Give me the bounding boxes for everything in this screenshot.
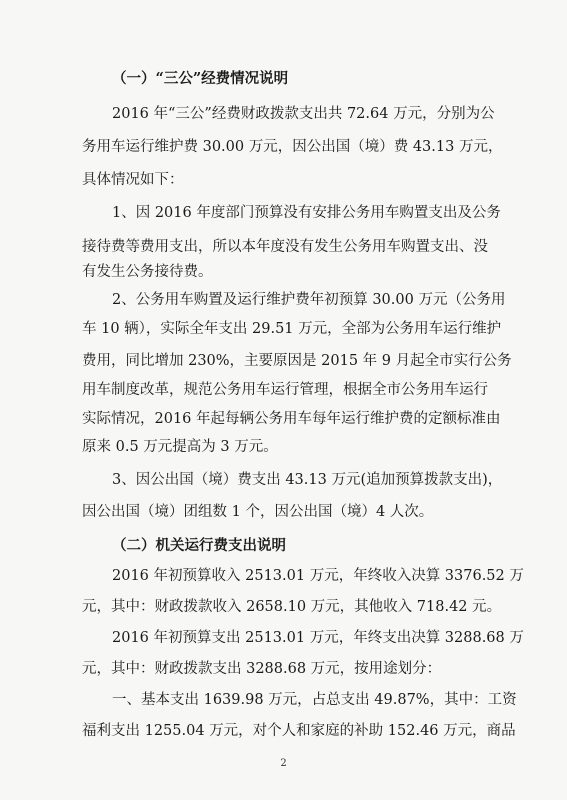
paragraph-line: 费用，同比增加 230%，主要原因是 2015 年 9 月起全市实行公务: [82, 353, 512, 369]
paragraph-line: 车 10 辆），实际全年支出 29.51 万元，全部为公务用车运行维护: [82, 321, 502, 337]
paragraph-line: 一、基本支出 1639.98 万元，占总支出 49.87%，其中：工资: [112, 692, 517, 708]
section-heading-operating-costs: （二）机关运行费支出说明: [112, 537, 286, 554]
paragraph-line: 1、因 2016 年度部门预算没有安排公务用车购置支出及公务: [112, 205, 501, 221]
paragraph-line: 元，其中：财政拨款收入 2658.10 万元，其他收入 718.42 元。: [82, 599, 502, 615]
paragraph-line: 3、因公出国（境）费支出 43.13 万元(追加预算拨款支出)，: [112, 472, 503, 488]
paragraph-line: 接待费等费用支出，所以本年度没有发生公务用车购置支出、没: [82, 239, 488, 255]
paragraph-line: 实际情况，2016 年起每辆公务用车每年运行维护费的定额标准由: [82, 411, 501, 427]
paragraph-line: 务用车运行维护费 30.00 万元，因公出国（境）费 43.13 万元，: [82, 139, 503, 155]
paragraph-line: 2016 年“三公”经费财政拨款支出共 72.64 万元，分别为公: [112, 106, 495, 122]
paragraph-line: 2、公务用车购置及运行维护费年初预算 30.00 万元（公务用: [112, 292, 506, 308]
paragraph-line: 原来 0.5 万元提高为 3 万元。: [82, 439, 278, 455]
paragraph-line: 用车制度改革，规范公务用车运行管理，根据全市公务用车运行: [82, 382, 488, 398]
paragraph-line: 具体情况如下：: [82, 172, 184, 188]
paragraph-line: 有发生公务接待费。: [82, 264, 213, 280]
paragraph-line: 2016 年初预算收入 2513.01 万元，年终收入决算 3376.52 万: [112, 568, 524, 584]
paragraph-line: 因公出国（境）团组数 1 个，因公出国（境）4 人次。: [82, 504, 434, 520]
paragraph-line: 2016 年初预算支出 2513.01 万元，年终支出决算 3288.68 万: [112, 630, 524, 646]
paragraph-line: 元，其中：财政拨款支出 3288.68 万元，按用途划分：: [82, 661, 442, 677]
paragraph-line: 福利支出 1255.04 万元，对个人和家庭的补助 152.46 万元，商品: [82, 723, 516, 739]
page-number: 2: [280, 758, 287, 769]
section-heading-sangong: （一）“三公”经费情况说明: [112, 70, 289, 87]
